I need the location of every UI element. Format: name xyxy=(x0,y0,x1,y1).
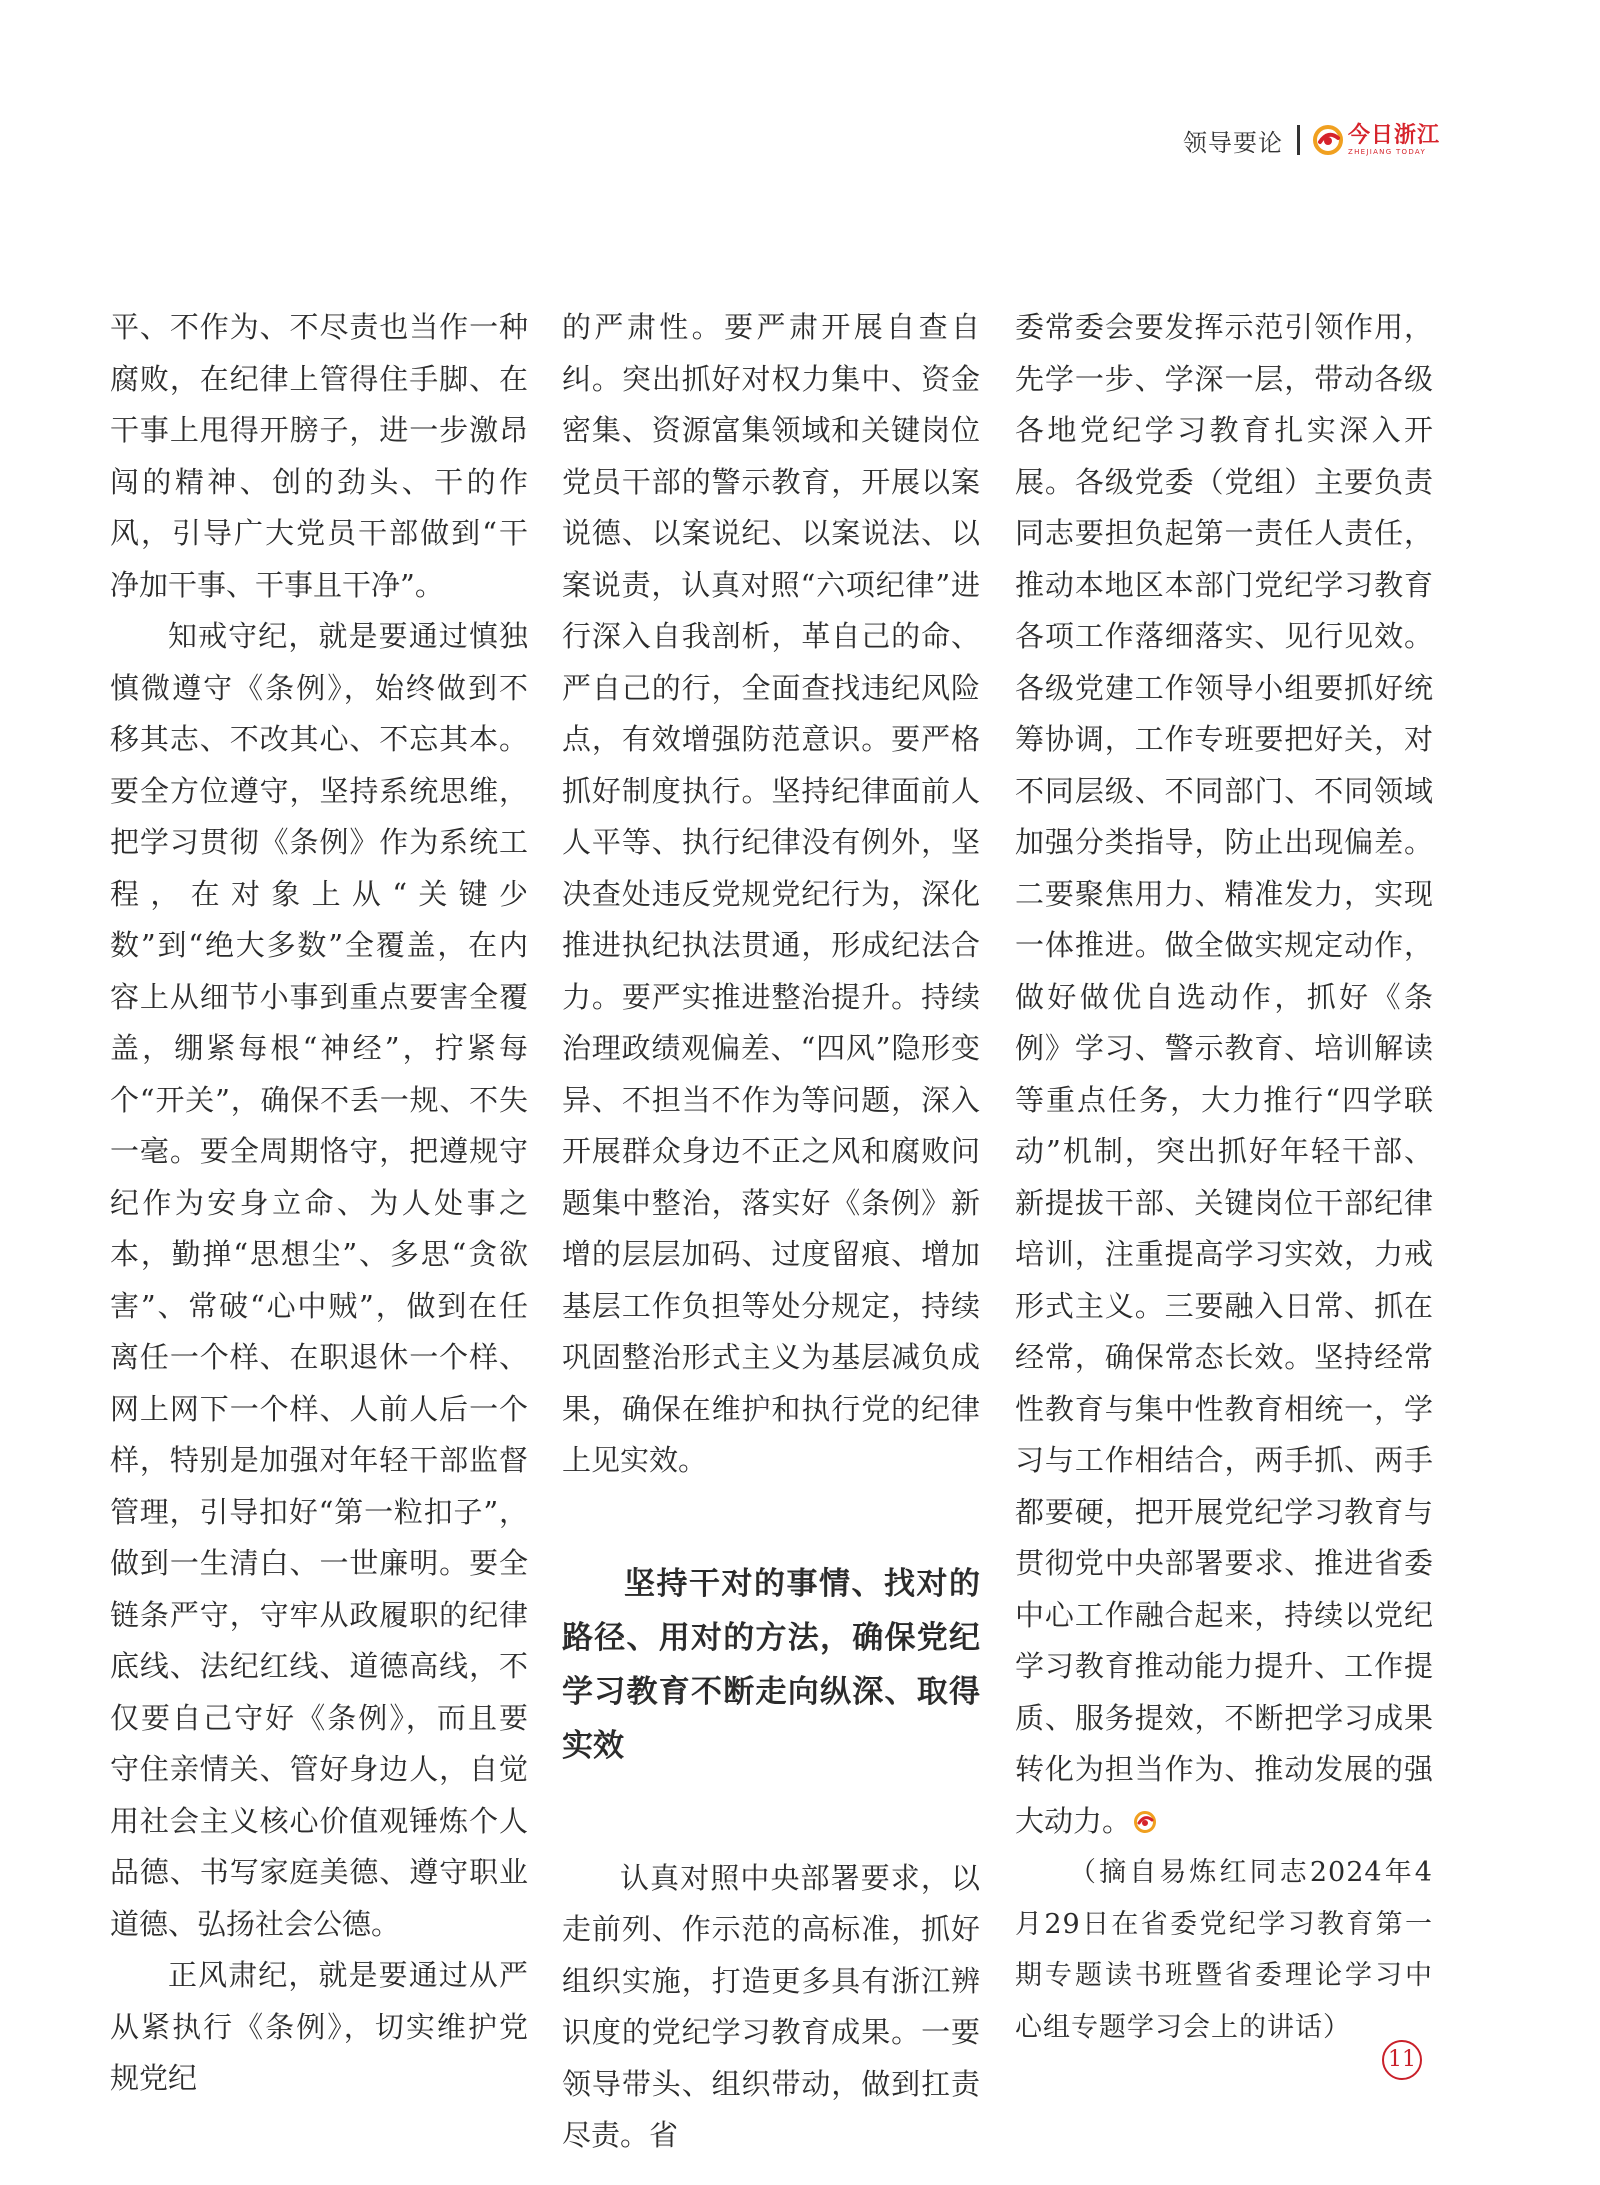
paragraph-text: 委常委会要发挥示范引领作用，先学一步、学深一层，带动各级各地党纪学习教育扎实深入开展。各级党委（党组）主要负责同志要担负起第一责任人责任，推动本地区本部门党纪学习教育各项工作落细落实、见行见效。各级党建工作领导小组要抓好统筹协调，工作专班要把好关，对不同层级、不同部门、不同领域加强分类指导，防止出现偏差。二要聚焦用力、精准发力，实现一体推进。做全做实规定动作，做好做优自选动作，抓好《条例》学习、警示教育、培训解读等重点任务，大力推行“四学联动”机制，突出抓好年轻干部、新提拔干部、关键岗位干部纪律培训，注重提高学习实效，力戒形式主义。三要融入日常、抓在经常，确保常态长效。坚持经常性教育与集中性教育相统一，学习与工作相结合，两手抓、两手都要硬，把开展党纪学习教育与贯彻党中央部署要求、推进省委中心工作融合起来，持续以党纪学习教育推动能力提升、工作提质、服务提效，不断把学习成果转化为担当作为、推动发展的强大动力。 xyxy=(1015,310,1433,1838)
paragraph: 认真对照中央部署要求，以走前列、作示范的高标准，抓好组织实施，打造更多具有浙江辨识度的党纪学习教育成果。一要领导带头、组织带动，做到扛责尽责。省 xyxy=(562,1860,980,2152)
section-subheading: 坚持干对的事情、找对的路径、用对的方法，确保党纪学习教育不断走向纵深、取得实效 xyxy=(562,1565,980,1764)
text-column-1 xyxy=(110,302,528,2105)
source-note: （摘自易炼红同志2024年4月29日在省委党纪学习教育第一期专题读书班暨省委理论学习中心组专题学习会上的讲话） xyxy=(1015,1857,1433,2043)
page-number: 11 xyxy=(1382,2040,1422,2080)
header-divider xyxy=(1297,125,1300,155)
text-column-3 xyxy=(1015,302,1433,2053)
magazine-logo xyxy=(1312,124,1440,156)
text-column-2 xyxy=(562,302,980,2162)
paragraph: 正风肃纪，就是要通过从严从紧执行《条例》，切实维护党规党纪 xyxy=(110,1958,528,2095)
page-header xyxy=(1183,118,1440,162)
logo-swirl-icon xyxy=(1312,124,1344,156)
paragraph xyxy=(1015,302,1433,1847)
paragraph: 平、不作为、不尽责也当作一种腐败，在纪律上管得住手脚、在干事上甩得开膀子，进一步激昂闯的精神、创的劲头、干的作风，引导广大党员干部做到“干净加干事、干事且干净”。 xyxy=(110,310,528,602)
logo-english: ZHEJIANG TODAY xyxy=(1347,147,1427,156)
paragraph: 知戒守纪，就是要通过慎独慎微遵守《条例》，始终做到不移其志、不改其心、不忘其本。要全方位遵守，坚持系统思维，把学习贯彻《条例》作为系统工程，在对象上从“关键少数”到“绝大多数”全覆盖，在内容上从细节小事到重点要害全覆盖，绷紧每根“神经”，拧紧每个“开关”，确保不丢一规、不失一毫。要全周期恪守，把遵规守纪作为安身立命、为人处事之本，勤掸“思想尘”、多思“贪欲害”、常破“心中贼”，做到在任离任一个样、在职退休一个样、网上网下一个样、人前人后一个样，特别是加强对年轻干部监督管理，引导扣好“第一粒扣子”，做到一生清白、一世廉明。要全链条严守，守牢从政履职的纪律底线、法纪红线、道德高线，不仅要自己守好《条例》，而且要守住亲情关、管好身边人，自觉用社会主义核心价值观锤炼个人品德、书写家庭美德、遵守职业道德、弘扬社会公德。 xyxy=(110,619,528,1941)
end-mark-icon xyxy=(1133,1810,1157,1834)
paragraph: 的严肃性。要严肃开展自查自纠。突出抓好对权力集中、资金密集、资源富集领域和关键岗位党员干部的警示教育，开展以案说德、以案说纪、以案说法、以案说责，认真对照“六项纪律”进行深入自我剖析，革自己的命、严自己的行，全面查找违纪风险点，有效增强防范意识。要严格抓好制度执行。坚持纪律面前人人平等、执行纪律没有例外，坚决查处违反党规党纪行为，深化推进执纪执法贯通，形成纪法合力。要严实推进整治提升。持续治理政绩观偏差、“四风”隐形变异、不担当不作为等问题，深入开展群众身边不正之风和腐败问题集中整治，落实好《条例》新增的层层加码、过度留痕、增加基层工作负担等处分规定，持续巩固整治形式主义为基层减负成果，确保在维护和执行党的纪律上见实效。 xyxy=(562,310,980,1477)
logo-chinese: 今日浙江 xyxy=(1347,122,1440,148)
section-label: 领导要论 xyxy=(1182,128,1283,157)
